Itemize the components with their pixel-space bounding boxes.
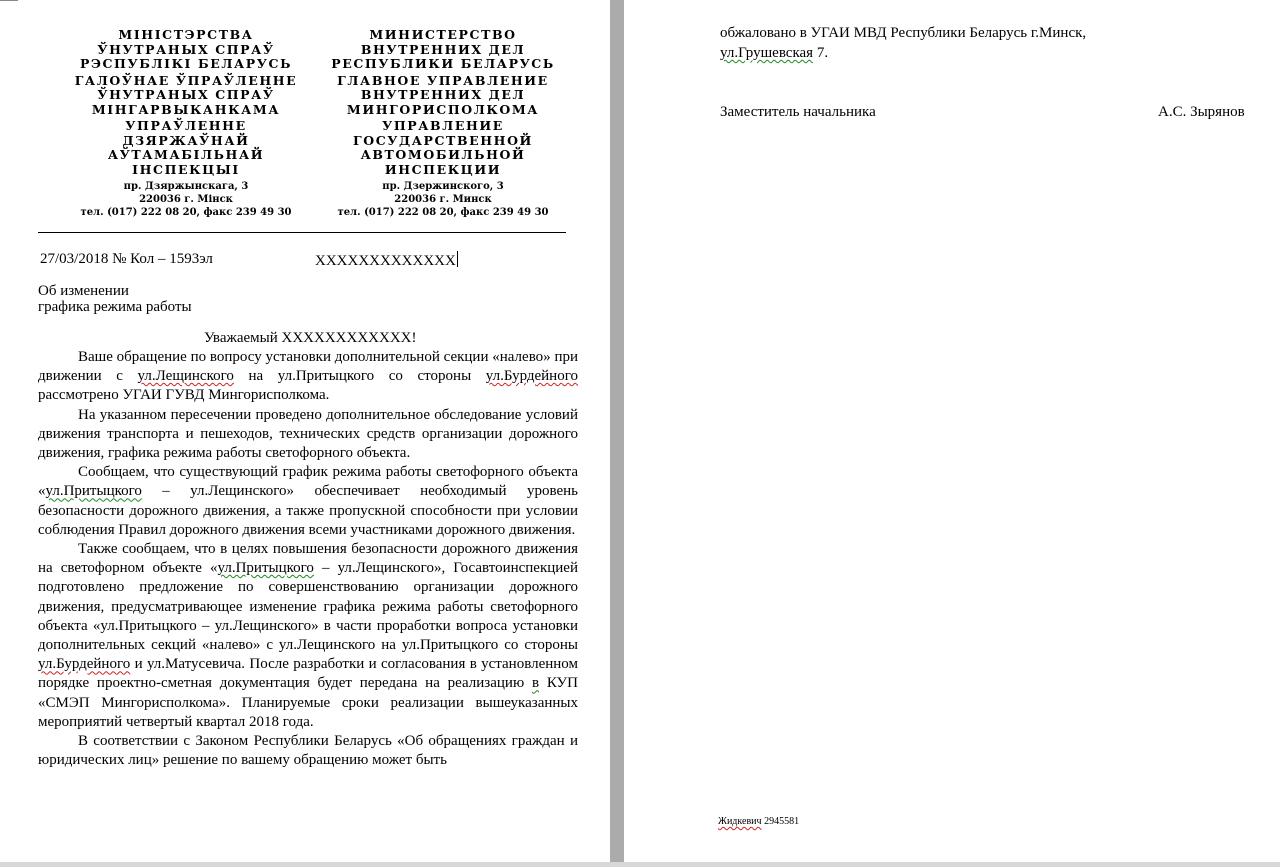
letterhead-divider xyxy=(38,232,566,233)
signer-name: А.С. Зырянов xyxy=(1158,104,1245,120)
appeal-line-1: обжаловано в УГАИ МВД Республики Беларусь г.Минск, xyxy=(720,25,1087,41)
letterhead-line: АЎТАМАБІЛЬНАЙ xyxy=(107,147,265,162)
letterhead-line: РЭСПУБЛІКІ БЕЛАРУСЬ xyxy=(79,56,293,71)
spellcheck-word: ул.Лещинского xyxy=(137,368,234,385)
paragraph-5: В соответствии с Законом Республики Беларусь «Об обращениях граждан и юридических лиц» решение по вашему обращению может быть xyxy=(38,733,578,769)
address-city: 220036 г. Минск xyxy=(394,194,492,205)
document-page-1[interactable] xyxy=(0,0,610,867)
letterhead-line: ВНУТРЕННИХ ДЕЛ xyxy=(360,41,526,57)
address-phone: тел. (017) 222 08 20, факс 239 49 30 xyxy=(337,207,549,218)
executor-note xyxy=(718,816,799,827)
letterhead-belarusian xyxy=(66,28,306,219)
addressee-field[interactable] xyxy=(315,251,458,270)
letterhead-russian xyxy=(323,28,563,219)
address-city: 220036 г. Мінск xyxy=(139,194,233,205)
addressee-name: XXXXXXXXXXXXX xyxy=(315,253,456,269)
text-run: на ул.Притыцкого со стороны xyxy=(233,368,486,385)
letterhead-line: ДЗЯРЖАЎНАЙ xyxy=(122,132,250,148)
letterhead-line: ИНСПЕКЦИИ xyxy=(384,161,502,177)
letterhead-line: ГАЛОЎНАЕ ЎПРАЎЛЕННЕ xyxy=(74,72,298,88)
letter-body[interactable] xyxy=(38,348,578,770)
page-gap xyxy=(610,0,624,867)
letterhead-line: МІНІСТЭРСТВА xyxy=(118,27,254,42)
letterhead-line: АВТОМОБИЛЬНОЙ xyxy=(360,147,526,162)
horizontal-scrollbar-edge[interactable] xyxy=(0,862,1280,867)
letterhead-line: ГЛАВНОЕ УПРАВЛЕНИЕ xyxy=(337,72,549,88)
letterhead-line: ЎНУТРАНЫХ СПРАЎ xyxy=(97,87,275,102)
grammar-word: ул.Притыцкого xyxy=(45,483,142,500)
text-run: Также сообщаем, что в целях повышения безопасности дорожного движения на светофорном объекте « xyxy=(38,541,578,577)
letterhead-line: ГОСУДАРСТВЕННОЙ xyxy=(353,132,533,148)
salutation: Уважаемый XXXXXXXXXXXX! xyxy=(204,330,417,346)
letterhead-line: МІНГАРВЫКАНКАМА xyxy=(91,101,281,117)
grammar-word: ул.Притыцкого xyxy=(217,560,314,577)
registration-number: 27/03/2018 № Кол – 1593эл xyxy=(40,251,213,267)
appeal-line-2 xyxy=(720,44,1258,64)
letterhead-line: УПРАВЛЕНИЕ xyxy=(382,118,504,133)
document-page-2[interactable] xyxy=(624,0,1280,867)
letterhead-line: ЎНУТРАНЫХ СПРАЎ xyxy=(97,41,275,57)
letterhead-address xyxy=(323,180,563,219)
letterhead-line: ВНУТРЕННИХ ДЕЛ xyxy=(360,87,526,102)
signer-title: Заместитель начальника xyxy=(720,104,876,120)
letterhead-line: ІНСПЕКЦЫІ xyxy=(132,161,240,177)
text-run: рассмотрено УГАИ ГУВД Мингорисполкома. xyxy=(38,387,330,404)
paragraph-4 xyxy=(38,540,578,732)
text-run: и ул.Матусевича. После разработки и согласования в установленном порядке проектно-сметная документация будет передана на реализацию xyxy=(38,656,578,692)
text-run: – ул.Лещинского», Госавтоинспекцией подготовлено предложение по совершенствованию организации дорожного движения, предусматривающее изменение графика режима работы светофорного объекта «ул.Притыцкого – ул.Лещинского» в части проработки вопроса установки дополнительных секций «налево» с ул.Лещинского на ул.Притыцкого со стороны xyxy=(38,560,578,654)
executor-phone: 2945581 xyxy=(761,816,800,827)
grammar-word: ул.Грушевская xyxy=(720,45,814,61)
paragraph-3 xyxy=(38,463,578,540)
text-cursor xyxy=(457,251,458,267)
paragraph-1 xyxy=(38,348,578,406)
text-run: 7. xyxy=(813,45,829,61)
text-run: Сообщаем, что существующий график режима работы светофорного объекта « xyxy=(38,464,578,500)
letterhead-line: УПРАЎЛЕННЕ xyxy=(125,118,247,133)
letterhead-line: РЕСПУБЛИКИ БЕЛАРУСЬ xyxy=(331,56,555,71)
text-run: Ваше обращение по вопросу установки дополнительной секции «налево» при движении с xyxy=(38,349,578,385)
text-run: КУП «СМЭП Мингорисполкома». Планируемые сроки реализации вышеуказанных мероприятий четвертый квартал 2018 года. xyxy=(38,675,578,730)
address-street: пр. Дзяржынскага, 3 xyxy=(123,181,249,192)
subject-line-2: графика режима работы xyxy=(38,299,192,315)
text-run: – ул.Лещинского» обеспечивает необходимый уровень безопасности дорожного движения, а также пропускной способности при условии соблюдения Правил дорожного движения всеми участниками дорожного движения. xyxy=(38,483,578,538)
executor-name: Жидкевич xyxy=(718,816,762,827)
spellcheck-word: ул.Бурдейного xyxy=(485,368,578,385)
page-corner-mark xyxy=(0,0,18,4)
address-street: пр. Дзержинского, 3 xyxy=(382,181,504,192)
letterhead-line: МИНИСТЕРСТВО xyxy=(369,27,517,42)
letterhead-line: МИНГОРИСПОЛКОМА xyxy=(346,101,540,117)
grammar-word: в xyxy=(531,675,540,692)
spellcheck-word: ул.Бурдейного xyxy=(38,656,131,673)
paragraph-2: На указанном пересечении проведено дополнительное обследование условий движения транспорта и пешеходов, технических средств организации дорожного движения, графика режима работы светофорного объекта. xyxy=(38,406,578,462)
letterhead-address xyxy=(66,180,306,219)
address-phone: тел. (017) 222 08 20, факс 239 49 30 xyxy=(80,207,292,218)
subject-line-1: Об изменении xyxy=(38,283,129,299)
